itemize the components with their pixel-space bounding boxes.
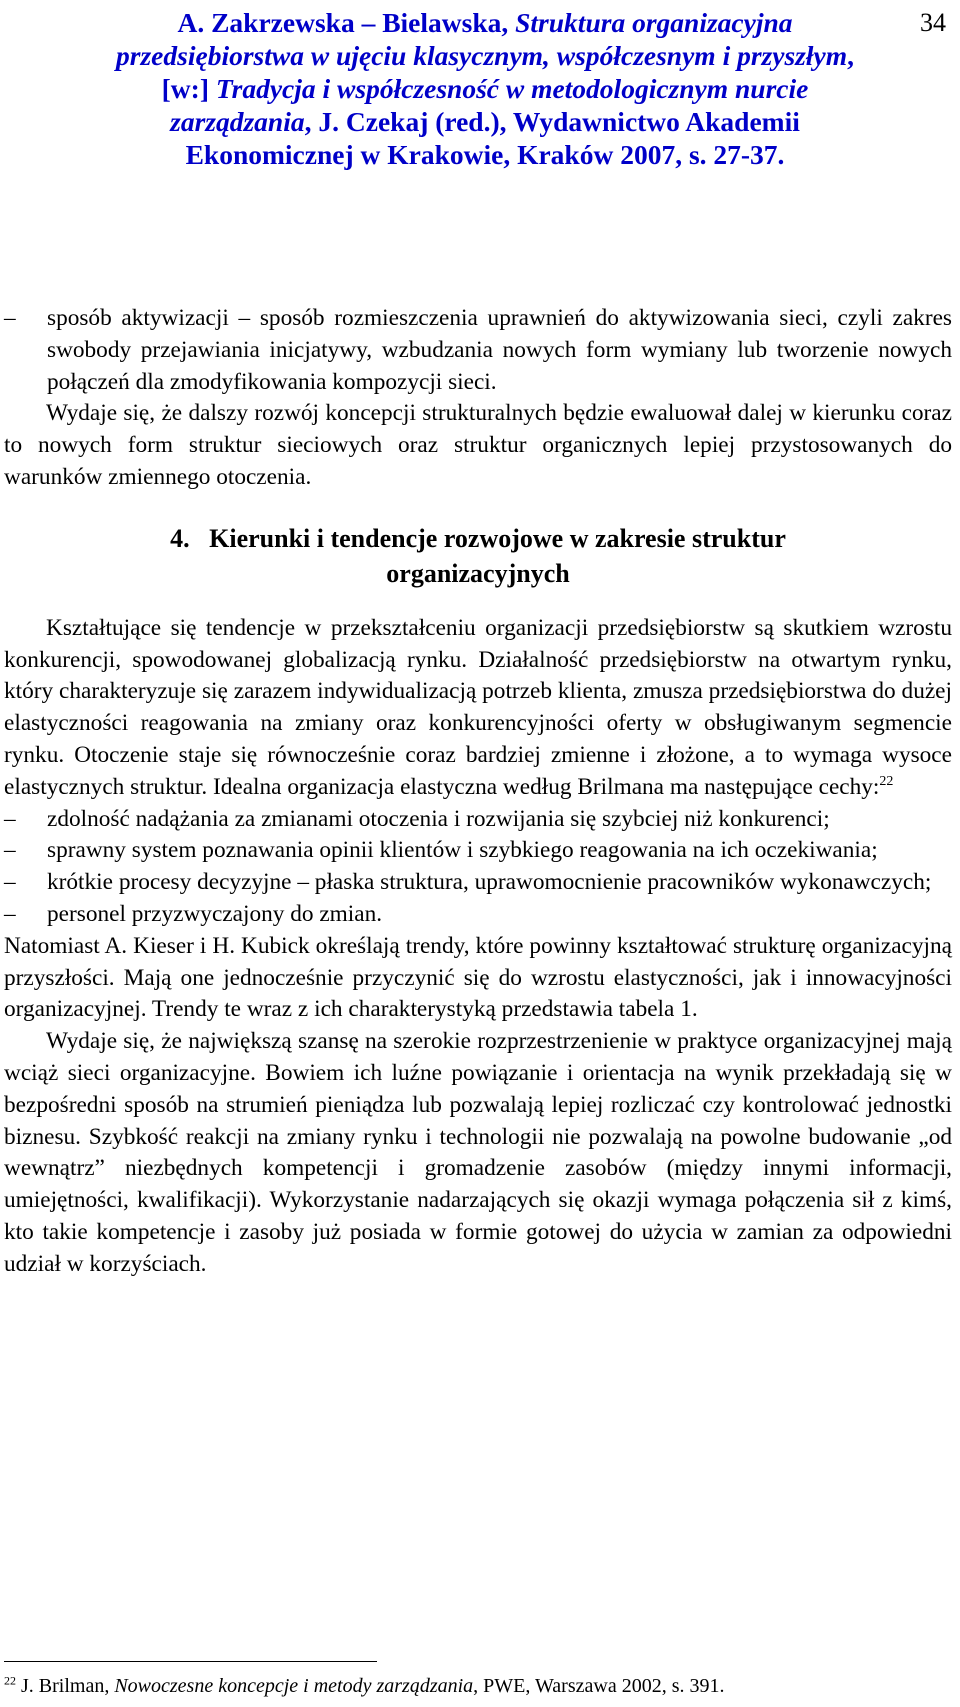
list-item-text: sposób aktywizacji – sposób rozmieszczenia uprawnień do aktywizowania sieci, czyli zakres swobody przejawiania inicjatywy, wzbudzania nowych form wymiany lub tworzenie nowych połączeń dla zmodyfikowania kompozycji sieci. <box>47 305 952 395</box>
citation-header <box>90 6 880 171</box>
list-item-feature-4 <box>4 899 952 931</box>
section-heading-line-1: 4. Kierunki i tendencje rozwojowe w zakresie struktur <box>170 523 786 553</box>
paragraph-trends: Natomiast A. Kieser i H. Kubick określają trendy, które powinny kształtować strukturę organizacyjną przyszłości. Mają one jednocześnie przyczynić się do wzrostu elastyczności, jak i innowacyjności organizacyjnej. Trendy te wraz z ich charakterystyką przedstawia tabela 1. <box>4 932 952 1023</box>
paragraph-conclusion: Wydaje się, że dalszy rozwój koncepcji strukturalnych będzie ewaluował dalej w kierunku coraz to nowych form struktur sieciowych oraz struktur organicznych lepiej przystosowanych do warunków zmiennego otoczenia. <box>4 400 952 490</box>
citation-authors: A. Zakrzewska – Bielawska, <box>177 7 516 38</box>
list-item-text: zdolność nadążania za zmianami otoczenia i rozwijania się szybciej niż konkurenci; <box>47 805 830 832</box>
list-dash: – <box>4 837 16 864</box>
list-item-feature-2 <box>4 835 952 867</box>
list-item-feature-1 <box>4 804 952 836</box>
footnote-reference: 22 <box>879 774 894 789</box>
paragraph-tendencies <box>4 613 952 804</box>
page-body <box>4 303 952 1281</box>
footnote <box>4 1674 724 1698</box>
list-item-text: personel przyzwyczajony do zmian. <box>47 900 383 927</box>
section-heading-line-2: organizacyjnych <box>386 558 570 588</box>
list-item-activation <box>4 303 952 398</box>
list-item-text: sprawny system poznawania opinii klientów i szybkiego reagowania na ich oczekiwania; <box>47 837 878 864</box>
citation-chapter-title: Struktura organizacyjna przedsiębiorstwa w ujęciu klasycznym, współczesnym i przyszłym <box>116 7 848 71</box>
list-dash: – <box>4 805 16 832</box>
citation-book-title: Tradycja i współczesność w metodologicznym nurcie zarządzania <box>170 73 809 137</box>
citation-in-marker: , [w:] <box>161 40 854 104</box>
footnote-author: J. Brilman, <box>16 1675 115 1697</box>
list-dash: – <box>4 900 16 927</box>
list-item-text: krótkie procesy decyzyjne – płaska struktura, uprawomocnienie pracowników wykonawczych; <box>47 869 932 896</box>
footnote-number: 22 <box>4 1673 16 1688</box>
footnote-divider <box>4 1661 377 1662</box>
footnote-title: Nowoczesne koncepcje i metody zarządzania <box>114 1675 474 1697</box>
paragraph-networks: Wydaje się, że największą szansę na szerokie rozprzestrzenienie w praktyce organizacyjnej mają wciąż sieci organizacyjne. Bowiem ich luźne powiązanie i orientacja na wynik przekładają się w bezpośredni sposób na strumień pieniądza lub pozwalają lepiej rozliczać czy kontrolować jednostki biznesu. Szybkość reakcji na zmiany rynku i technologii nie pozwalają na powolne budowanie „od wewnątrz” niezbędnych kompetencji i gromadzenie zasobów (między innymi informacji, umiejętności, kwalifikacji). Wykorzystanie nadarzających się okazji wymaga połączenia sił z kimś, kto takie kompetencje i zasoby już posiada w formie gotowej do użycia w zamian za odpowiedni udział w korzyściach. <box>4 1028 952 1277</box>
paragraph-tendencies-text: Kształtujące się tendencje w przekształceniu organizacji przedsiębiorstw są skutkiem wzrostu konkurencji, spowodowanej globalizacją rynku. Działalność przedsiębiorstw na otwartym rynku, który charakteryzuje się zarazem indywidualizacją potrzeb klienta, zmusza przedsiębiorstwa do dużej elastyczności reagowania na zmiany oraz konkurencyjności oferty w obsługiwanym segmencie rynku. Otoczenie staje się równocześnie coraz bardziej zmienne i złożone, a to wymaga wysoce elastycznych struktur. Idealna organizacja elastyczna według Brilmana ma następujące cechy: <box>4 614 952 800</box>
section-heading <box>4 521 952 591</box>
footnote-publisher: , PWE, Warszawa 2002, s. 391. <box>473 1675 725 1697</box>
page-number: 34 <box>920 8 946 37</box>
list-dash: – <box>4 869 16 896</box>
list-item-feature-3 <box>4 867 952 899</box>
citation-publisher: , J. Czekaj (red.), Wydawnictwo Akademii Ekonomicznej w Krakowie, Kraków 2007, s. 27-37. <box>185 106 800 170</box>
list-dash: – <box>4 305 16 331</box>
